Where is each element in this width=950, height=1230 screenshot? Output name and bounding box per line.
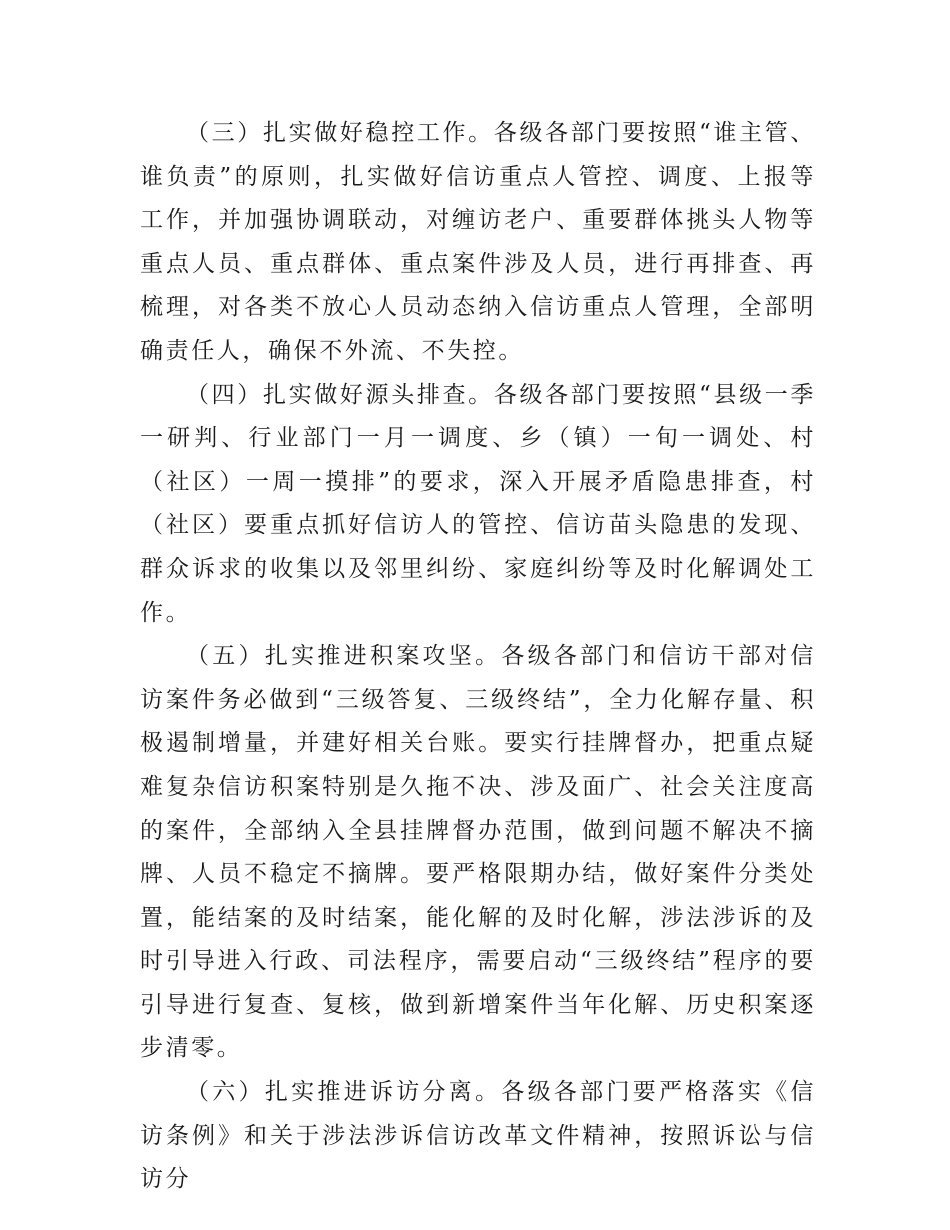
paragraph-section-5: （五）扎实推进积案攻坚。各级各部门和信访干部对信访案件务必做到“三级答复、三级终结”，全力化解存量、积极遏制增量，并建好相关台账。要实行挂牌督办，把重点疑难复杂信访积案特别是久拖不决、涉及面广、社会关注度高的案件，全部纳入全县挂牌督办范围，做到问题不解决不摘牌、人员不稳定不摘牌。要严格限期办结，做好案件分类处置，能结案的及时结案，能化解的及时化解，涉法涉诉的及时引导进入行政、司法程序，需要启动“三级终结”程序的要引导进行复查、复核，做到新增案件当年化解、历史积案逐步清零。 (140, 643, 816, 1062)
paragraph-section-3: （三）扎实做好稳控工作。各级各部门要按照“谁主管、谁负责”的原则，扎实做好信访重点人管控、调度、上报等工作，并加强协调联动，对缠访老户、重要群体挑头人物等重点人员、重点群体、重点案件涉及人员，进行再排查、再梳理，对各类不放心人员动态纳入信访重点人管理，全部明确责任人，确保不外流、不失控。 (140, 120, 816, 364)
document-body (140, 112, 816, 1202)
paragraph-section-4: （四）扎实做好源头排查。各级各部门要按照“县级一季一研判、行业部门一月一调度、乡（镇）一旬一调处、村（社区）一周一摸排”的要求，深入开展矛盾隐患排查，村（社区）要重点抓好信访人的管控、信访苗头隐患的发现、群众诉求的收集以及邻里纠纷、家庭纠纷等及时化解调处工作。 (140, 381, 816, 626)
paragraph-section-6: （六）扎实推进诉访分离。各级各部门要严格落实《信访条例》和关于涉法涉诉信访改革文件精神，按照诉讼与信访分 (140, 1079, 816, 1193)
